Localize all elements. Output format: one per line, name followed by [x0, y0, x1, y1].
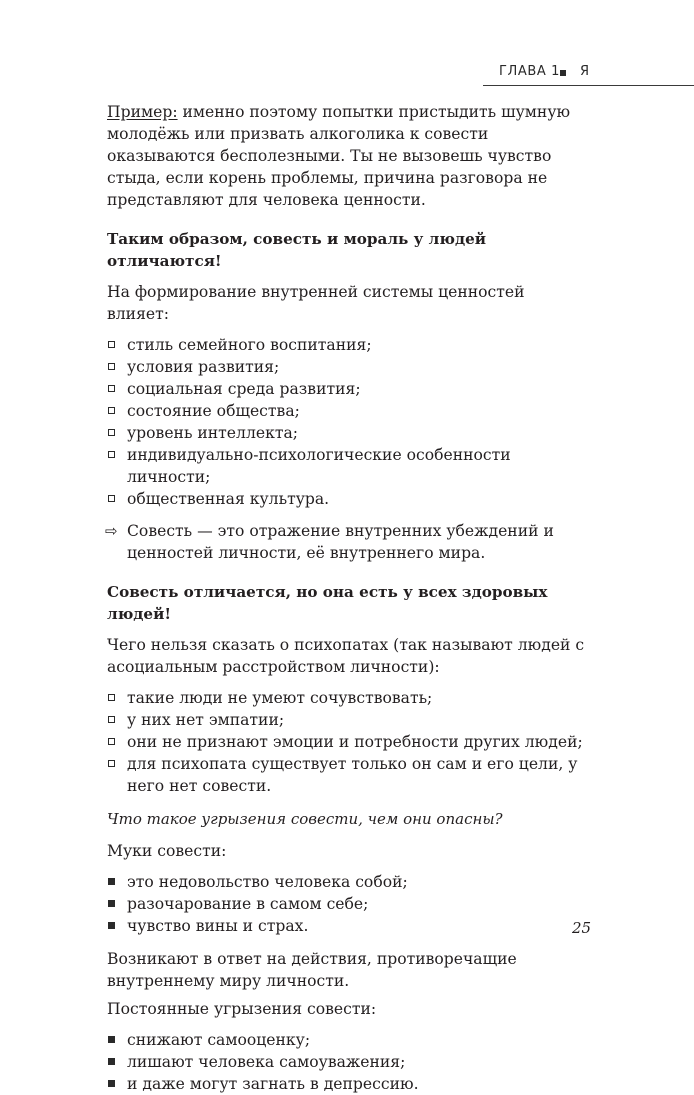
- arrow-right-icon: ⇨: [105, 522, 118, 540]
- list-item: они не признают эмоции и потребности других людей;: [107, 731, 589, 753]
- page-body: [105, 101, 592, 1095]
- filled-square-bullet-icon: [108, 1080, 115, 1087]
- values-list: [107, 334, 589, 510]
- hollow-square-bullet-icon: [108, 341, 115, 348]
- list-item: уровень интеллекта;: [107, 422, 589, 444]
- hollow-square-bullet-icon: [108, 429, 115, 436]
- list-item: это недовольство человека собой;: [107, 871, 589, 893]
- hollow-square-bullet-icon: [108, 694, 115, 701]
- torment-intro: Муки совести:: [107, 842, 227, 860]
- intro-paragraph: [107, 101, 589, 211]
- page-number: 25: [572, 919, 592, 937]
- list-item: для психопата существует только он сам и его цели, у него нет совести.: [107, 753, 589, 797]
- hollow-square-bullet-icon: [108, 495, 115, 502]
- list-item: у них нет эмпатии;: [107, 709, 589, 731]
- list-item: стиль семейного воспитания;: [107, 334, 589, 356]
- list-item: лишают человека самоуважения;: [107, 1051, 589, 1073]
- heading-morals-differ: Таким образом, совесть и мораль у людей отличаются!: [107, 230, 486, 270]
- hollow-square-bullet-icon: [108, 716, 115, 723]
- hollow-square-bullet-icon: [108, 385, 115, 392]
- list-item: такие люди не умеют сочувствовать;: [107, 687, 589, 709]
- question-line: Что такое угрызения совести, чем они опасны?: [107, 810, 503, 828]
- psychopath-list: [107, 687, 589, 797]
- filled-square-bullet-icon: [108, 900, 115, 907]
- filled-square-bullet-icon: [108, 878, 115, 885]
- torment-list: [107, 871, 592, 937]
- filled-square-bullet-icon: [108, 1036, 115, 1043]
- values-intro: На формирование внутренней системы ценностей влияет:: [107, 283, 525, 323]
- hollow-square-bullet-icon: [108, 760, 115, 767]
- constant-intro: Постоянные угрызения совести:: [107, 1000, 377, 1018]
- intro-text: именно поэтому попытки пристыдить шумную молодёжь или призвать алкоголика к совести оказываются бесполезными. Ты не вызовешь чувство стыда, если корень проблемы, причина разговора не представляют для человека ценности.: [107, 103, 571, 209]
- list-item: и даже могут загнать в депрессию.: [107, 1073, 589, 1095]
- list-item: состояние общества;: [107, 400, 589, 422]
- hollow-square-bullet-icon: [108, 451, 115, 458]
- psychopath-intro: Чего нельзя сказать о психопатах (так называют людей с асоциальным расстройством личности):: [107, 636, 585, 676]
- list-item: снижают самооценку;: [107, 1029, 589, 1051]
- header-rule: [483, 85, 694, 86]
- list-item: индивидуально-психологические особенности личности;: [107, 444, 589, 488]
- filled-square-bullet-icon: [108, 922, 115, 929]
- separator-square-icon: [560, 70, 566, 76]
- list-item: социальная среда развития;: [107, 378, 589, 400]
- running-header: [483, 62, 694, 86]
- arise-paragraph: Возникают в ответ на действия, противоречащие внутреннему миру личности.: [107, 950, 517, 990]
- hollow-square-bullet-icon: [108, 363, 115, 370]
- conclusion-text: Совесть — это отражение внутренних убеждений и ценностей личности, её внутреннего мира.: [127, 522, 554, 562]
- section-label: Я: [580, 64, 590, 79]
- list-item: разочарование в самом себе;: [107, 893, 589, 915]
- list-item: условия развития;: [107, 356, 589, 378]
- filled-square-bullet-icon: [108, 1058, 115, 1065]
- heading-conscience-differs: Совесть отличается, но она есть у всех здоровых людей!: [107, 583, 548, 623]
- example-label: Пример:: [107, 103, 178, 121]
- constant-list: [107, 1029, 589, 1095]
- conclusion-paragraph: [107, 520, 589, 564]
- hollow-square-bullet-icon: [108, 407, 115, 414]
- hollow-square-bullet-icon: [108, 738, 115, 745]
- list-item: чувство вины и страх.: [107, 915, 589, 937]
- list-item: общественная культура.: [107, 488, 589, 510]
- chapter-label: ГЛАВА 1: [499, 64, 561, 79]
